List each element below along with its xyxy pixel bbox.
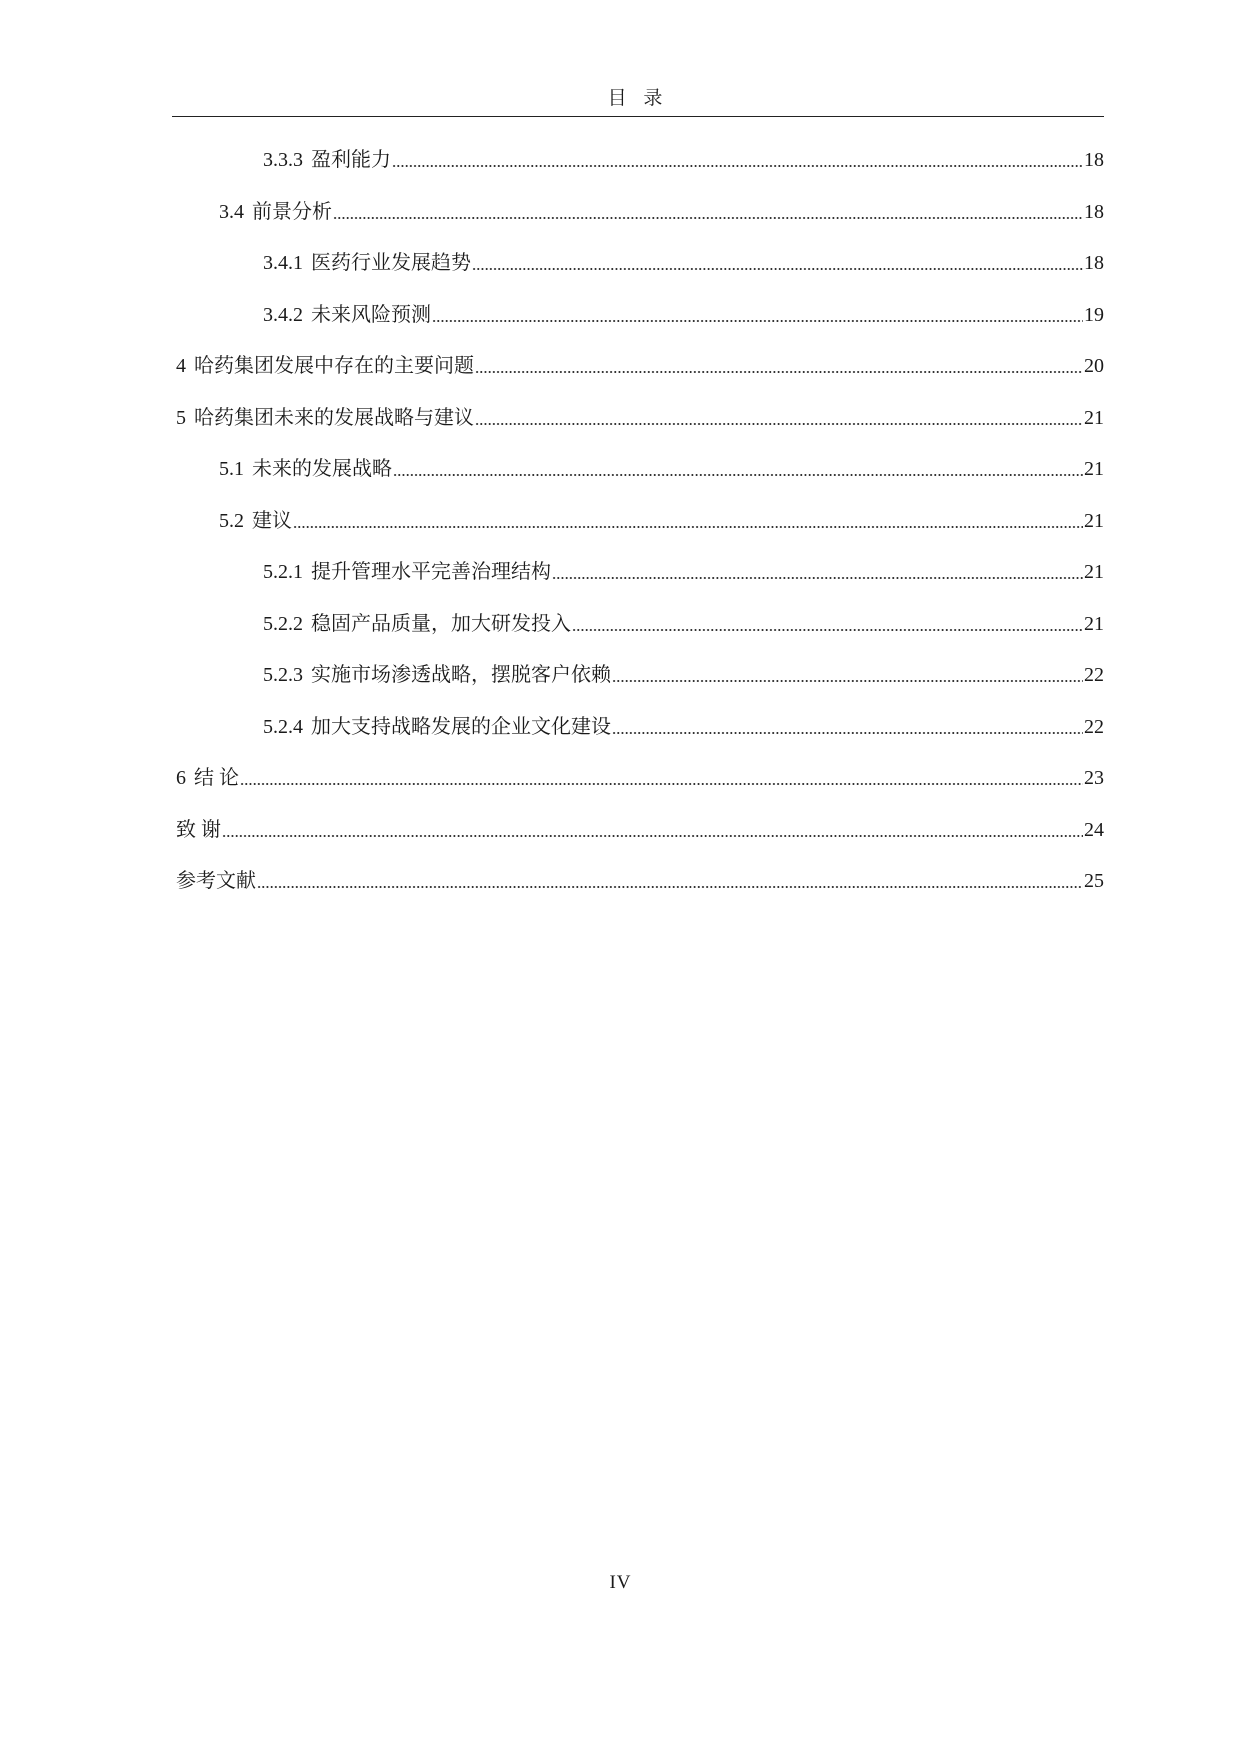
toc-entry-page: 19: [1084, 303, 1104, 326]
toc-entry-number: 5.2.4: [263, 715, 303, 738]
toc-entry-page: 21: [1084, 612, 1104, 635]
toc-entry[interactable]: [172, 251, 1104, 303]
toc-entry-number: 5.1: [219, 458, 244, 480]
toc-entry-title: 哈药集团未来的发展战略与建议: [194, 406, 474, 429]
toc-entry-page: 25: [1084, 870, 1104, 892]
toc-entry-page: 22: [1084, 715, 1104, 738]
toc-entry[interactable]: [172, 560, 1104, 612]
toc-entry[interactable]: [172, 354, 1104, 406]
toc-entry-number: 3.3.3: [263, 149, 303, 171]
toc-entry-page: 18: [1084, 200, 1104, 223]
toc-dot-leader: [472, 251, 1083, 271]
toc-dot-leader: [475, 354, 1083, 374]
toc-dot-leader: [612, 715, 1083, 735]
toc-entry[interactable]: [172, 612, 1104, 664]
toc-dot-leader: [392, 148, 1083, 168]
toc-entry-number: 6: [176, 767, 186, 789]
toc-entry-title: 实施市场渗透战略，摆脱客户依赖: [311, 664, 611, 686]
toc-dot-leader: [257, 869, 1083, 889]
toc-entry-page: 20: [1084, 355, 1104, 377]
toc-entry-title: 未来风险预测: [311, 303, 431, 326]
toc-entry-title: 前景分析: [252, 200, 332, 223]
toc-dot-leader: [572, 612, 1083, 632]
toc-entry-title: 未来的发展战略: [252, 458, 392, 480]
toc-entry-number: 5: [176, 406, 186, 429]
toc-entry[interactable]: [172, 869, 1104, 921]
toc-entry-page: 21: [1084, 509, 1104, 532]
table-of-contents: [172, 148, 1104, 921]
toc-entry[interactable]: [172, 406, 1104, 458]
toc-entry[interactable]: [172, 148, 1104, 200]
header-title: 目 录: [607, 88, 669, 109]
toc-entry-title: 建议: [252, 509, 292, 532]
toc-entry-number: 5.2.1: [263, 561, 303, 583]
toc-dot-leader: [293, 509, 1083, 529]
toc-entry-page: 21: [1084, 458, 1104, 480]
toc-dot-leader: [552, 560, 1083, 580]
toc-entry[interactable]: [172, 200, 1104, 252]
page-header: [172, 86, 1104, 117]
toc-entry[interactable]: [172, 303, 1104, 355]
toc-entry[interactable]: [172, 509, 1104, 561]
toc-entry-title: 结 论: [194, 767, 239, 789]
toc-dot-leader: [222, 818, 1083, 838]
toc-entry-page: 21: [1084, 406, 1104, 429]
toc-entry-number: 5.2: [219, 509, 244, 532]
toc-dot-leader: [393, 457, 1083, 477]
toc-entry-title: 医药行业发展趋势: [311, 252, 471, 274]
toc-entry-page: 23: [1084, 767, 1104, 789]
toc-entry[interactable]: [172, 715, 1104, 767]
toc-entry-page: 18: [1084, 252, 1104, 274]
toc-entry[interactable]: [172, 818, 1104, 870]
toc-entry-number: 3.4.1: [263, 252, 303, 274]
toc-entry-number: 3.4.2: [263, 303, 303, 326]
toc-entry-number: 5.2.2: [263, 612, 303, 635]
toc-entry-title: 加大支持战略发展的企业文化建设: [311, 715, 611, 738]
toc-entry-page: 22: [1084, 664, 1104, 686]
toc-dot-leader: [612, 663, 1083, 683]
toc-dot-leader: [475, 406, 1083, 426]
toc-entry-title: 哈药集团发展中存在的主要问题: [194, 355, 474, 377]
toc-dot-leader: [240, 766, 1083, 786]
toc-entry-title: 提升管理水平完善治理结构: [311, 561, 551, 583]
toc-entry-title: 致 谢: [176, 818, 221, 841]
toc-dot-leader: [432, 303, 1083, 323]
toc-dot-leader: [333, 200, 1083, 220]
toc-entry-title: 盈利能力: [311, 149, 391, 171]
toc-entry-number: 3.4: [219, 200, 244, 223]
toc-entry[interactable]: [172, 457, 1104, 509]
toc-entry[interactable]: [172, 663, 1104, 715]
toc-entry[interactable]: [172, 766, 1104, 818]
toc-entry-page: 21: [1084, 561, 1104, 583]
toc-entry-page: 24: [1084, 818, 1104, 841]
toc-entry-number: 4: [176, 355, 186, 377]
toc-entry-title: 参考文献: [176, 870, 256, 892]
toc-entry-title: 稳固产品质量，加大研发投入: [311, 612, 571, 635]
toc-entry-number: 5.2.3: [263, 664, 303, 686]
toc-entry-page: 18: [1084, 149, 1104, 171]
footer-page-number: IV: [609, 1572, 632, 1593]
